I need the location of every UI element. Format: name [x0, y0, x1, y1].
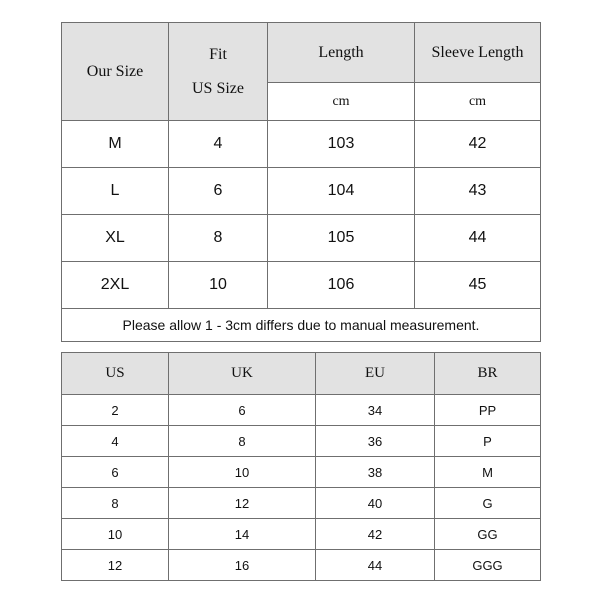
cell-sleeve: 45 [415, 262, 541, 309]
cell-br: GGG [435, 550, 541, 581]
cell-eu: 42 [316, 519, 435, 550]
cell-eu: 38 [316, 457, 435, 488]
header-sleeve-length: Sleeve Length [415, 23, 541, 83]
cell-uk: 16 [169, 550, 316, 581]
header-sleeve-unit: cm [415, 83, 541, 121]
cell-eu: 34 [316, 395, 435, 426]
cell-br: G [435, 488, 541, 519]
cell-us: 4 [62, 426, 169, 457]
cell-eu: 40 [316, 488, 435, 519]
table-row [62, 426, 541, 457]
cell-eu: 44 [316, 550, 435, 581]
table-row [62, 168, 541, 215]
cell-our-size: 2XL [62, 262, 169, 309]
size-conversion-table [61, 352, 541, 581]
cell-br: P [435, 426, 541, 457]
cell-length: 105 [268, 215, 415, 262]
table-row [62, 488, 541, 519]
cell-uk: 8 [169, 426, 316, 457]
cell-our-size: XL [62, 215, 169, 262]
header-eu: EU [316, 353, 435, 395]
cell-our-size: M [62, 121, 169, 168]
header-length-unit: cm [268, 83, 415, 121]
size-chart-table [61, 22, 541, 342]
cell-eu: 36 [316, 426, 435, 457]
cell-us: 8 [62, 488, 169, 519]
table-row [62, 262, 541, 309]
header-uk: UK [169, 353, 316, 395]
cell-us-size: 10 [169, 262, 268, 309]
measurement-note: Please allow 1 - 3cm differs due to manual measurement. [62, 309, 541, 342]
cell-uk: 14 [169, 519, 316, 550]
cell-uk: 6 [169, 395, 316, 426]
header-br: BR [435, 353, 541, 395]
header-fit: Fit [209, 45, 227, 63]
table-row [62, 519, 541, 550]
cell-br: M [435, 457, 541, 488]
cell-us: 2 [62, 395, 169, 426]
header-fit-us-size [169, 23, 268, 121]
cell-length: 103 [268, 121, 415, 168]
cell-us-size: 8 [169, 215, 268, 262]
cell-us: 12 [62, 550, 169, 581]
cell-sleeve: 43 [415, 168, 541, 215]
cell-length: 106 [268, 262, 415, 309]
table-row [62, 121, 541, 168]
cell-br: PP [435, 395, 541, 426]
cell-us-size: 4 [169, 121, 268, 168]
cell-us: 6 [62, 457, 169, 488]
cell-sleeve: 44 [415, 215, 541, 262]
cell-sleeve: 42 [415, 121, 541, 168]
cell-our-size: L [62, 168, 169, 215]
cell-br: GG [435, 519, 541, 550]
cell-uk: 10 [169, 457, 316, 488]
table-row [62, 215, 541, 262]
table-row [62, 457, 541, 488]
table-row [62, 395, 541, 426]
cell-us: 10 [62, 519, 169, 550]
cell-length: 104 [268, 168, 415, 215]
header-our-size: Our Size [62, 23, 169, 121]
header-length: Length [268, 23, 415, 83]
cell-us-size: 6 [169, 168, 268, 215]
cell-uk: 12 [169, 488, 316, 519]
header-us: US [62, 353, 169, 395]
table-row [62, 550, 541, 581]
header-us-size: US Size [192, 79, 244, 97]
